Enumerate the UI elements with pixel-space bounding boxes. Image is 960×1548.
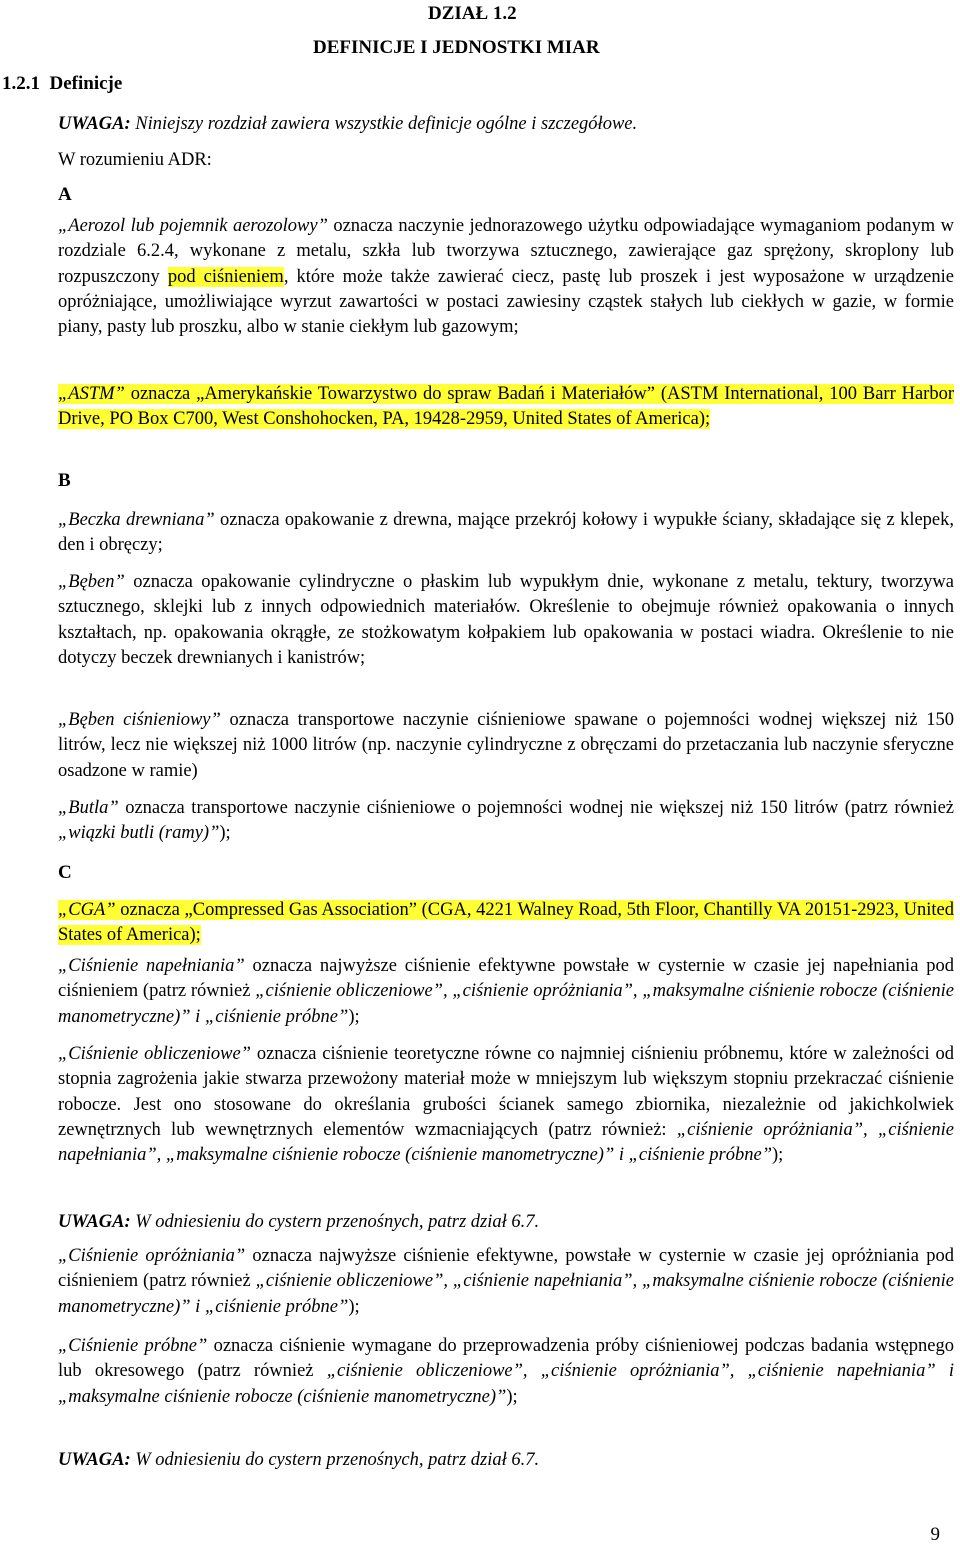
letter-c: C	[58, 862, 72, 883]
def-astm-text: oznacza „Amerykańskie Towarzystwo do spraw Badań i Materiałów” (ASTM International, 100 Barr Harbor Drive, PO Box C700, West Conshohocken, PA, 19428-2959, United States of America);	[58, 384, 954, 430]
note-2-text: W odniesieniu do cystern przenośnych, patrz dział 6.7.	[130, 1450, 540, 1470]
def-cisnienie-napelniania	[58, 954, 954, 1030]
ref-wiazki-butli: „wiązki butli (ramy)”	[58, 823, 220, 844]
def-cga-text: oznacza „Compressed Gas Association” (CGA, 4221 Walney Road, 5th Floor, Chantilly VA 20151-2923, United States of America);	[58, 900, 954, 946]
def-cisnienie-probne	[58, 1334, 954, 1410]
term-cisnienie-napelniania: „Ciśnienie napełniania”	[58, 956, 245, 976]
note-cysterny-1	[58, 1210, 539, 1234]
def-obliczeniowe-text2: );	[772, 1145, 784, 1166]
term-astm: „ASTM”	[58, 384, 125, 404]
def-cisnienie-oprozniania	[58, 1244, 954, 1320]
def-aerozol	[58, 214, 954, 340]
def-cisnienie-obliczeniowe	[58, 1042, 954, 1168]
def-astm	[58, 382, 954, 433]
def-oprozniania-text2: );	[348, 1296, 360, 1317]
letter-b: B	[58, 470, 71, 491]
term-cga: „CGA”	[58, 900, 116, 920]
def-probne-text2: );	[506, 1386, 518, 1407]
def-beben	[58, 570, 954, 671]
def-cga	[58, 898, 954, 949]
def-beczka-text: oznacza opakowanie z drewna, mające przekrój kołowy i wypukłe ściany, składające się z klepek, den i obręczy;	[58, 510, 955, 556]
term-cisnienie-probne: „Ciśnienie próbne”	[58, 1336, 208, 1356]
def-butla-text2: );	[219, 823, 231, 844]
def-butla	[58, 796, 954, 847]
term-butla: „Butla”	[58, 798, 119, 818]
term-beben-cisnieniowy: „Bęben ciśnieniowy”	[58, 710, 221, 730]
def-beben-cisnieniowy-text: oznacza transportowe naczynie ciśnieniowe spawane o pojemności wodnej większej niż 150 litrów, lecz nie większej niż 1000 litrów (np. naczynie cylindryczne z obręczami do przetaczania lub naczynie sferyczne osadzone w ramie)	[58, 710, 954, 781]
term-beczka: „Beczka drewniana”	[58, 510, 215, 530]
def-beben-text: oznacza opakowanie cylindryczne o płaskim lub wypukłym dnie, wykonane z metalu, tektury, tworzywa sztucznego, sklejki lub z innych odpowiednich materiałów. Określenie to obejmuje również opakowania o innych kształtach, np. opakowania okrągłe, ze stożkowatym kołpakiem lub opakowania w postaci wiadra. Określenie to nie dotyczy beczek drewnianych i kanistrów;	[58, 572, 954, 668]
intro-note-label: UWAGA:	[58, 114, 131, 134]
note-cysterny-2	[58, 1448, 539, 1472]
def-beben-cisnieniowy	[58, 708, 954, 784]
def-obliczeniowe-text1: oznacza ciśnienie teoretyczne równe co najmniej ciśnieniu próbnemu, które w zależności od stopnia zagrożenia jakie stwarza przewożony materiał może w mniejszym lub większym stopniu przekraczać ciśnienie robocze. Jest ono stosowane do określania grubości ścianek samego zbiornika, niezależnie od jakichkolwiek zewnętrznych lub wewnętrznych elementów wzmacniających (patrz również:	[58, 1044, 954, 1140]
ref-probne: „ciśnienie obliczeniowe”, „ciśnienie opróżniania”, „ciśnienie napełniania” i „maksymalne ciśnienie robocze (ciśnienie manometryczne)”	[58, 1361, 954, 1407]
note-1-label: UWAGA:	[58, 1212, 131, 1232]
def-oprozniania-text1: oznacza najwyższe ciśnienie efektywne, powstałe w cysternie w czasie jej opróżniania pod ciśnieniem (patrz również	[58, 1246, 954, 1292]
def-beczka	[58, 508, 954, 559]
page-number: 9	[930, 1524, 940, 1545]
note-2-label: UWAGA:	[58, 1450, 131, 1470]
ref-obliczeniowe: „ciśnienie opróżniania”, „ciśnienie napełniania”, „maksymalne ciśnienie robocze (ciśnienie manometryczne)” i „ciśnienie próbne”	[58, 1119, 954, 1166]
adr-intro: W rozumieniu ADR:	[58, 150, 212, 170]
note-1-text: W odniesieniu do cystern przenośnych, patrz dział 6.7.	[130, 1212, 540, 1232]
def-aerozol-text1: oznacza naczynie jednorazowego użytku odpowiadające wymaganiom podanym w rozdziale 6.2.4, wykonane z metalu, szkła lub tworzywa sztucznego, zawierające gaz sprężony, skroplony lub rozpuszczony	[58, 216, 954, 287]
term-cisnienie-oprozniania: „Ciśnienie opróżniania”	[58, 1246, 246, 1266]
term-pojemnik-aerozolowy: lub pojemnik aerozolowy”	[125, 216, 328, 236]
chapter-number: DZIAŁ 1.2	[428, 3, 517, 24]
ref-napelniania: „ciśnienie obliczeniowe”, „ciśnienie opróżniania”, „maksymalne ciśnienie robocze (ciśnienie manometryczne)” i „ciśnienie próbne”	[58, 981, 955, 1027]
def-napelniania-text1: oznacza najwyższe ciśnienie efektywne powstałe w cysternie w czasie jej napełniania pod ciśnieniem (patrz również	[58, 956, 954, 1002]
letter-a: A	[58, 184, 72, 205]
def-napelniania-text2: );	[348, 1006, 360, 1027]
highlight-pod-cisnieniem: pod ciśnieniem	[167, 266, 284, 287]
section-heading: 1.2.1 Definicje	[2, 73, 123, 94]
term-beben: „Bęben”	[58, 572, 125, 592]
term-cisnienie-obliczeniowe: „Ciśnienie obliczeniowe”	[58, 1044, 251, 1064]
term-aerozol: „Aerozol	[58, 216, 126, 236]
intro-note-text: Niniejszy rozdział zawiera wszystkie definicje ogólne i szczegółowe.	[130, 114, 638, 134]
chapter-title: DEFINICJE I JEDNOSTKI MIAR	[313, 37, 600, 58]
def-aerozol-text2: , które może także zawierać ciecz, pastę lub proszek i jest wyposażone w urządzenie opróżniające, umożliwiające wyrzut zawartości w postaci zawiesiny cząstek stałych lub ciekłych w gazie, w formie piany, pasty lub proszku, albo w stanie ciekłym lub gazowym;	[58, 266, 954, 338]
def-probne-text1: oznacza ciśnienie wymagane do przeprowadzenia próby ciśnieniowej podczas badania wstępnego lub okresowego (patrz również	[58, 1336, 954, 1382]
ref-oprozniania: „ciśnienie obliczeniowe”, „ciśnienie napełniania”, „maksymalne ciśnienie robocze (ciśnienie manometryczne)” i „ciśnienie próbne”	[58, 1271, 955, 1317]
def-butla-text1: oznacza transportowe naczynie ciśnieniowe o pojemności wodnej nie większej niż 150 litrów (patrz również	[118, 798, 954, 818]
intro-note	[58, 112, 637, 136]
